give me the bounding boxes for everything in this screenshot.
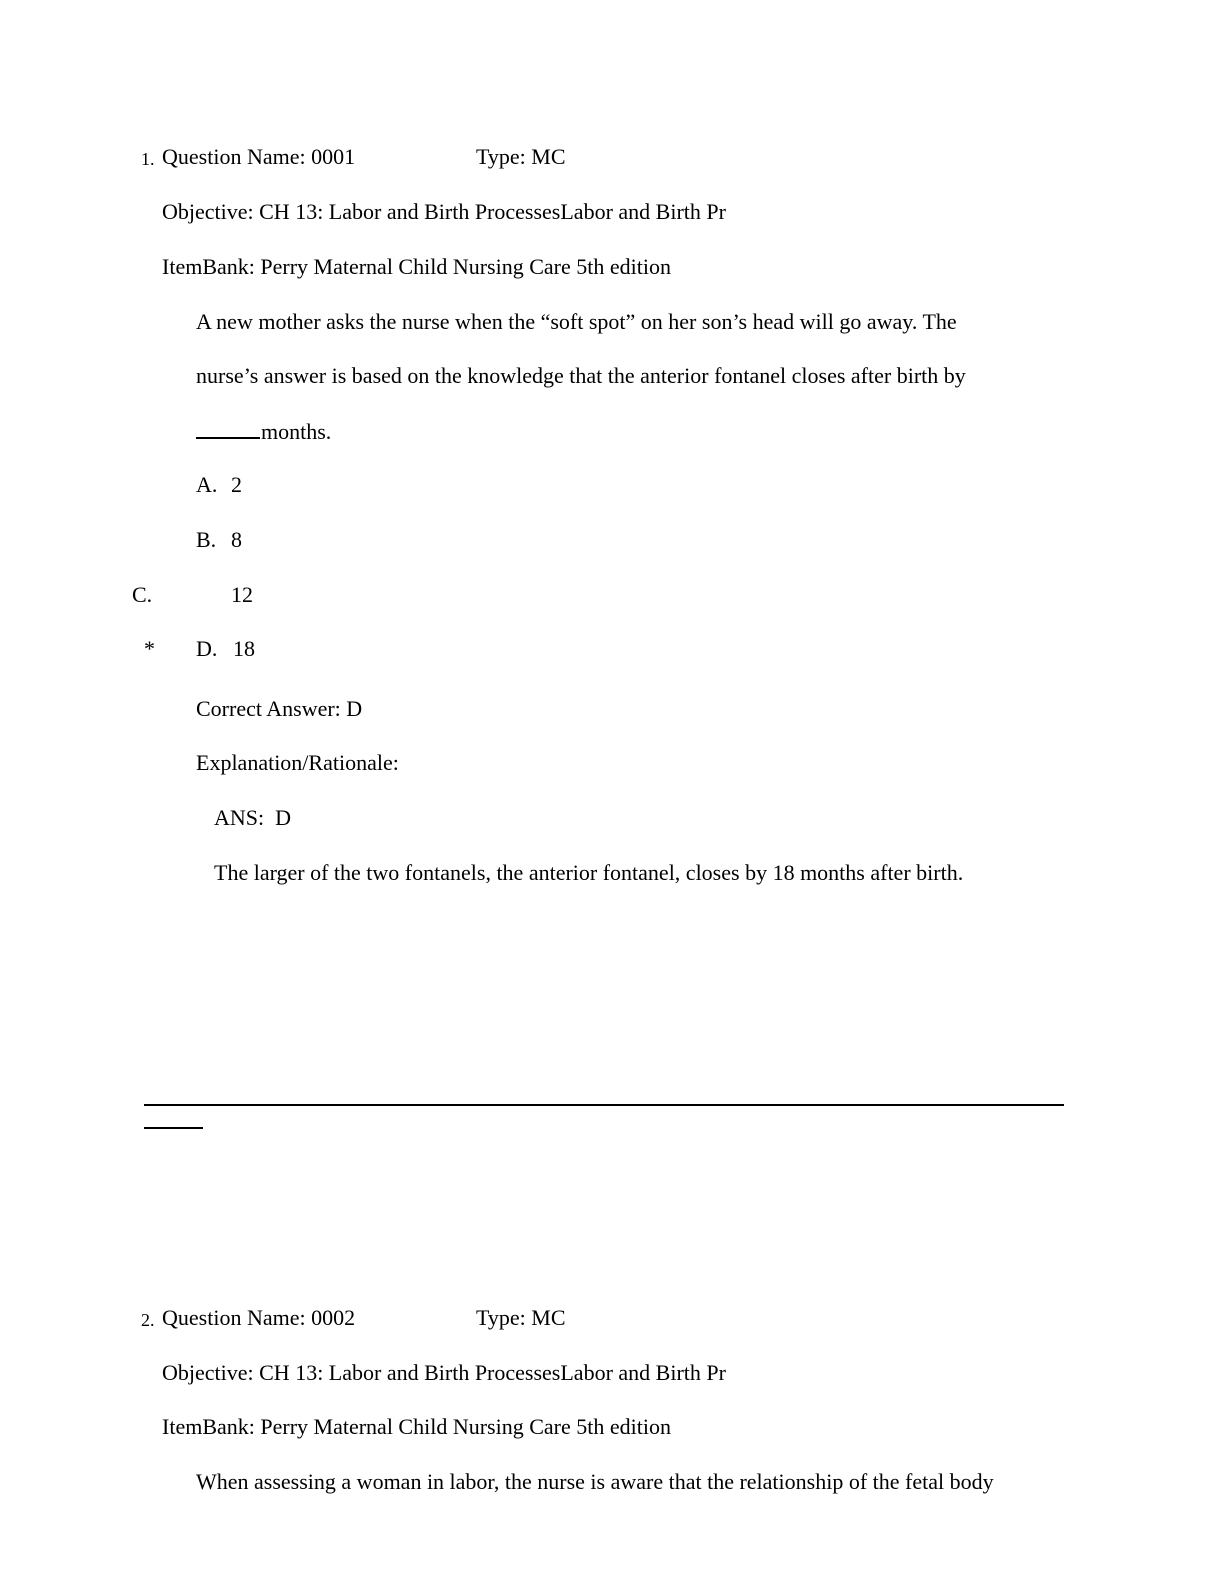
question-number: 1.: [141, 149, 155, 169]
correct-option-marker: *: [144, 636, 155, 661]
answer-key: ANS: D: [214, 805, 292, 830]
question-type: Type: MC: [476, 1305, 566, 1330]
question-objective: Objective: CH 13: Labor and Birth ProcessesLabor and Birth Pr: [162, 199, 726, 224]
rationale-text: The larger of the two fontanels, the anterior fontanel, closes by 18 months after birth.: [214, 860, 964, 885]
option-b-text: 8: [231, 527, 242, 552]
question-name: Question Name: 0001: [162, 144, 356, 169]
question-stem-line: [196, 417, 331, 446]
question-separator-line: [144, 1104, 1064, 1106]
question-type: Type: MC: [476, 144, 566, 169]
question-objective: Objective: CH 13: Labor and Birth ProcessesLabor and Birth Pr: [162, 1360, 726, 1385]
option-a-label: A.: [196, 472, 218, 497]
correct-answer: Correct Answer: D: [196, 696, 363, 721]
fill-in-blank: [196, 417, 260, 439]
question-number: 2.: [141, 1310, 155, 1330]
question-stem-line: A new mother asks the nurse when the “soft spot” on her son’s head will go away. The: [196, 309, 957, 334]
option-c-label: C.: [132, 582, 153, 607]
question-separator-tail: [144, 1127, 203, 1129]
stem-suffix: months.: [261, 419, 332, 444]
option-c-text: 12: [231, 582, 253, 607]
question-itembank: ItemBank: Perry Maternal Child Nursing Care 5th edition: [162, 1414, 671, 1439]
option-b-label: B.: [196, 527, 217, 552]
option-a-text: 2: [231, 472, 242, 497]
question-name: Question Name: 0002: [162, 1305, 356, 1330]
question-stem-line: When assessing a woman in labor, the nurse is aware that the relationship of the fetal body: [196, 1469, 994, 1494]
option-d-label: D.: [196, 636, 218, 661]
explanation-label: Explanation/Rationale:: [196, 750, 399, 775]
question-itembank: ItemBank: Perry Maternal Child Nursing Care 5th edition: [162, 254, 671, 279]
option-d-text: 18: [233, 636, 255, 661]
question-stem-line: nurse’s answer is based on the knowledge that the anterior fontanel closes after birth by: [196, 363, 966, 388]
